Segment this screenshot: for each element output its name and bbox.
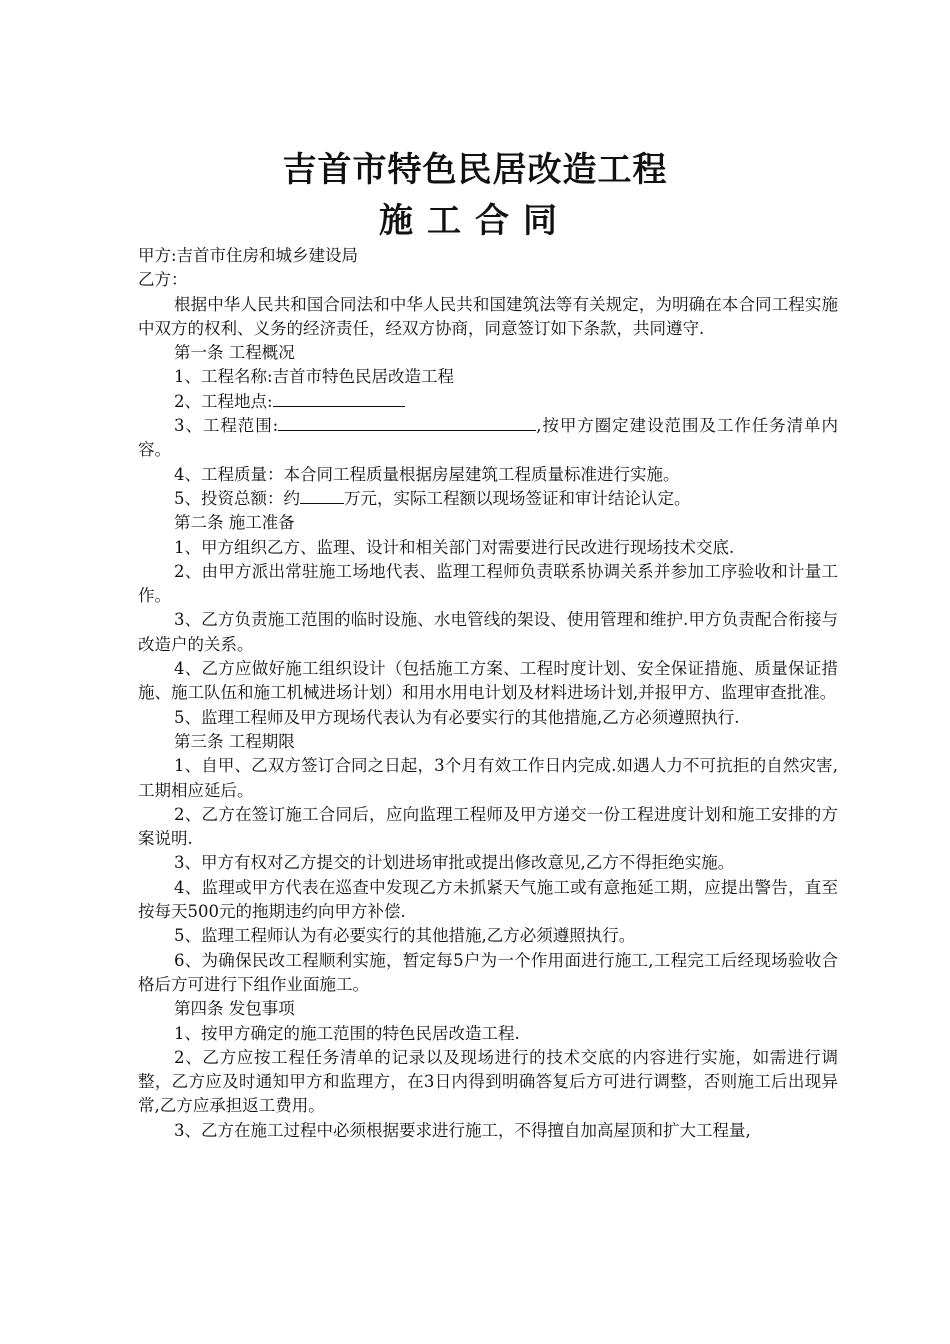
article-3-item-5: 5、监理工程师认为有必要实行的其他措施,乙方必须遵照执行。	[174, 926, 636, 946]
investment-suffix: 万元，实际工程额以现场签证和审计结论认定。	[344, 488, 691, 508]
document-subtitle: 施工合同	[379, 201, 571, 241]
project-scope-blank	[278, 414, 536, 431]
article-1-heading: 第一条 工程概况	[174, 343, 295, 363]
article-2-heading: 第二条 施工准备	[174, 513, 295, 533]
project-location-blank	[273, 390, 405, 407]
article-1-item-2	[138, 390, 838, 414]
article-4-item-3: 3、乙方在施工过程中必须根据要求进行施工，不得擅自加高屋顶和扩大工程量,	[174, 1120, 751, 1140]
article-3-item-4: 4、监理或甲方代表在巡查中发现乙方未抓紧天气施工或有意拖延工期，应提出警告，直至按每天500元的拖期违约向甲方补偿.	[138, 877, 838, 922]
article-3-item-2: 2、乙方在签订施工合同后，应向监理工程师及甲方递交一份工程进度计划和施工安排的方案说明.	[138, 804, 838, 849]
article-2-item-2: 2、由甲方派出常驻施工场地代表、监理工程师负责联系协调关系并参加工序验收和计量工作。	[138, 561, 838, 606]
article-3-item-3: 3、甲方有权对乙方提交的计划进场审批或提出修改意见,乙方不得拒绝实施。	[174, 853, 735, 873]
party-b: 乙方：	[138, 270, 188, 290]
project-scope-suffix: ,按甲方圈定建设范围及工作任务清单内容。	[138, 416, 838, 460]
party-a: 甲方:吉首市住房和城乡建设局	[138, 246, 359, 265]
article-4-item-2: 2、乙方应按工程任务清单的记录以及现场进行的技术交底的内容进行实施，如需进行调整，乙方应及时通知甲方和监理方，在3日内得到明确答复后方可进行调整，否则施工后出现异常,乙方应承担返工费用。	[138, 1047, 838, 1116]
article-3-item-1: 1、自甲、乙双方签订合同之日起，3个月有效工作日内完成.如遇人力不可抗拒的自然灾害,工期相应延后。	[138, 756, 838, 800]
contract-body	[138, 244, 838, 1143]
intro-paragraph: 根据中华人民共和国合同法和中华人民共和国建筑法等有关规定，为明确在本合同工程实施中双方的权利、义务的经济责任，经双方协商，同意签订如下条款，共同遵守.	[138, 294, 838, 338]
article-1-item-3	[138, 414, 838, 463]
investment-label: 5、投资总额：约	[174, 488, 300, 508]
article-2-item-4: 4、乙方应做好施工组织设计（包括施工方案、工程时度计划、安全保证措施、质量保证措施、施工队伍和施工机械进场计划）和用水用电计划及材料进场计划,并报甲方、监理审查批准。	[138, 659, 838, 703]
article-4-item-1: 1、按甲方确定的施工范围的特色民居改造工程.	[174, 1023, 520, 1043]
project-scope-label: 3、工程范围:	[174, 416, 279, 436]
article-1-item-4: 4、工程质量：本合同工程质量根据房屋建筑工程质量标准进行实施。	[174, 464, 680, 484]
investment-amount-blank	[300, 487, 344, 504]
article-1-item-5	[138, 487, 838, 511]
project-location-label: 2、工程地点:	[174, 391, 273, 411]
article-2-item-1: 1、甲方组织乙方、监理、设计和相关部门对需要进行民改进行现场技术交底.	[174, 537, 735, 557]
article-3-heading: 第三条 工程期限	[174, 731, 295, 751]
document-title: 吉首市特色民居改造工程	[282, 150, 668, 190]
article-2-item-3: 3、乙方负责施工范围的临时设施、水电管线的架设、使用管理和维护.甲方负责配合衔接与改造户的关系。	[138, 610, 838, 654]
article-1-item-1: 1、工程名称:吉首市特色民居改造工程	[174, 367, 455, 387]
article-4-heading: 第四条 发包事项	[174, 999, 295, 1019]
article-3-item-6: 6、为确保民改工程顺利实施，暂定每5户为一个作用面进行施工,工程完工后经现场验收合格后方可进行下组作业面施工。	[138, 950, 838, 994]
article-2-item-5: 5、监理工程师及甲方现场代表认为有必要实行的其他措施,乙方必须遵照执行.	[174, 707, 740, 727]
